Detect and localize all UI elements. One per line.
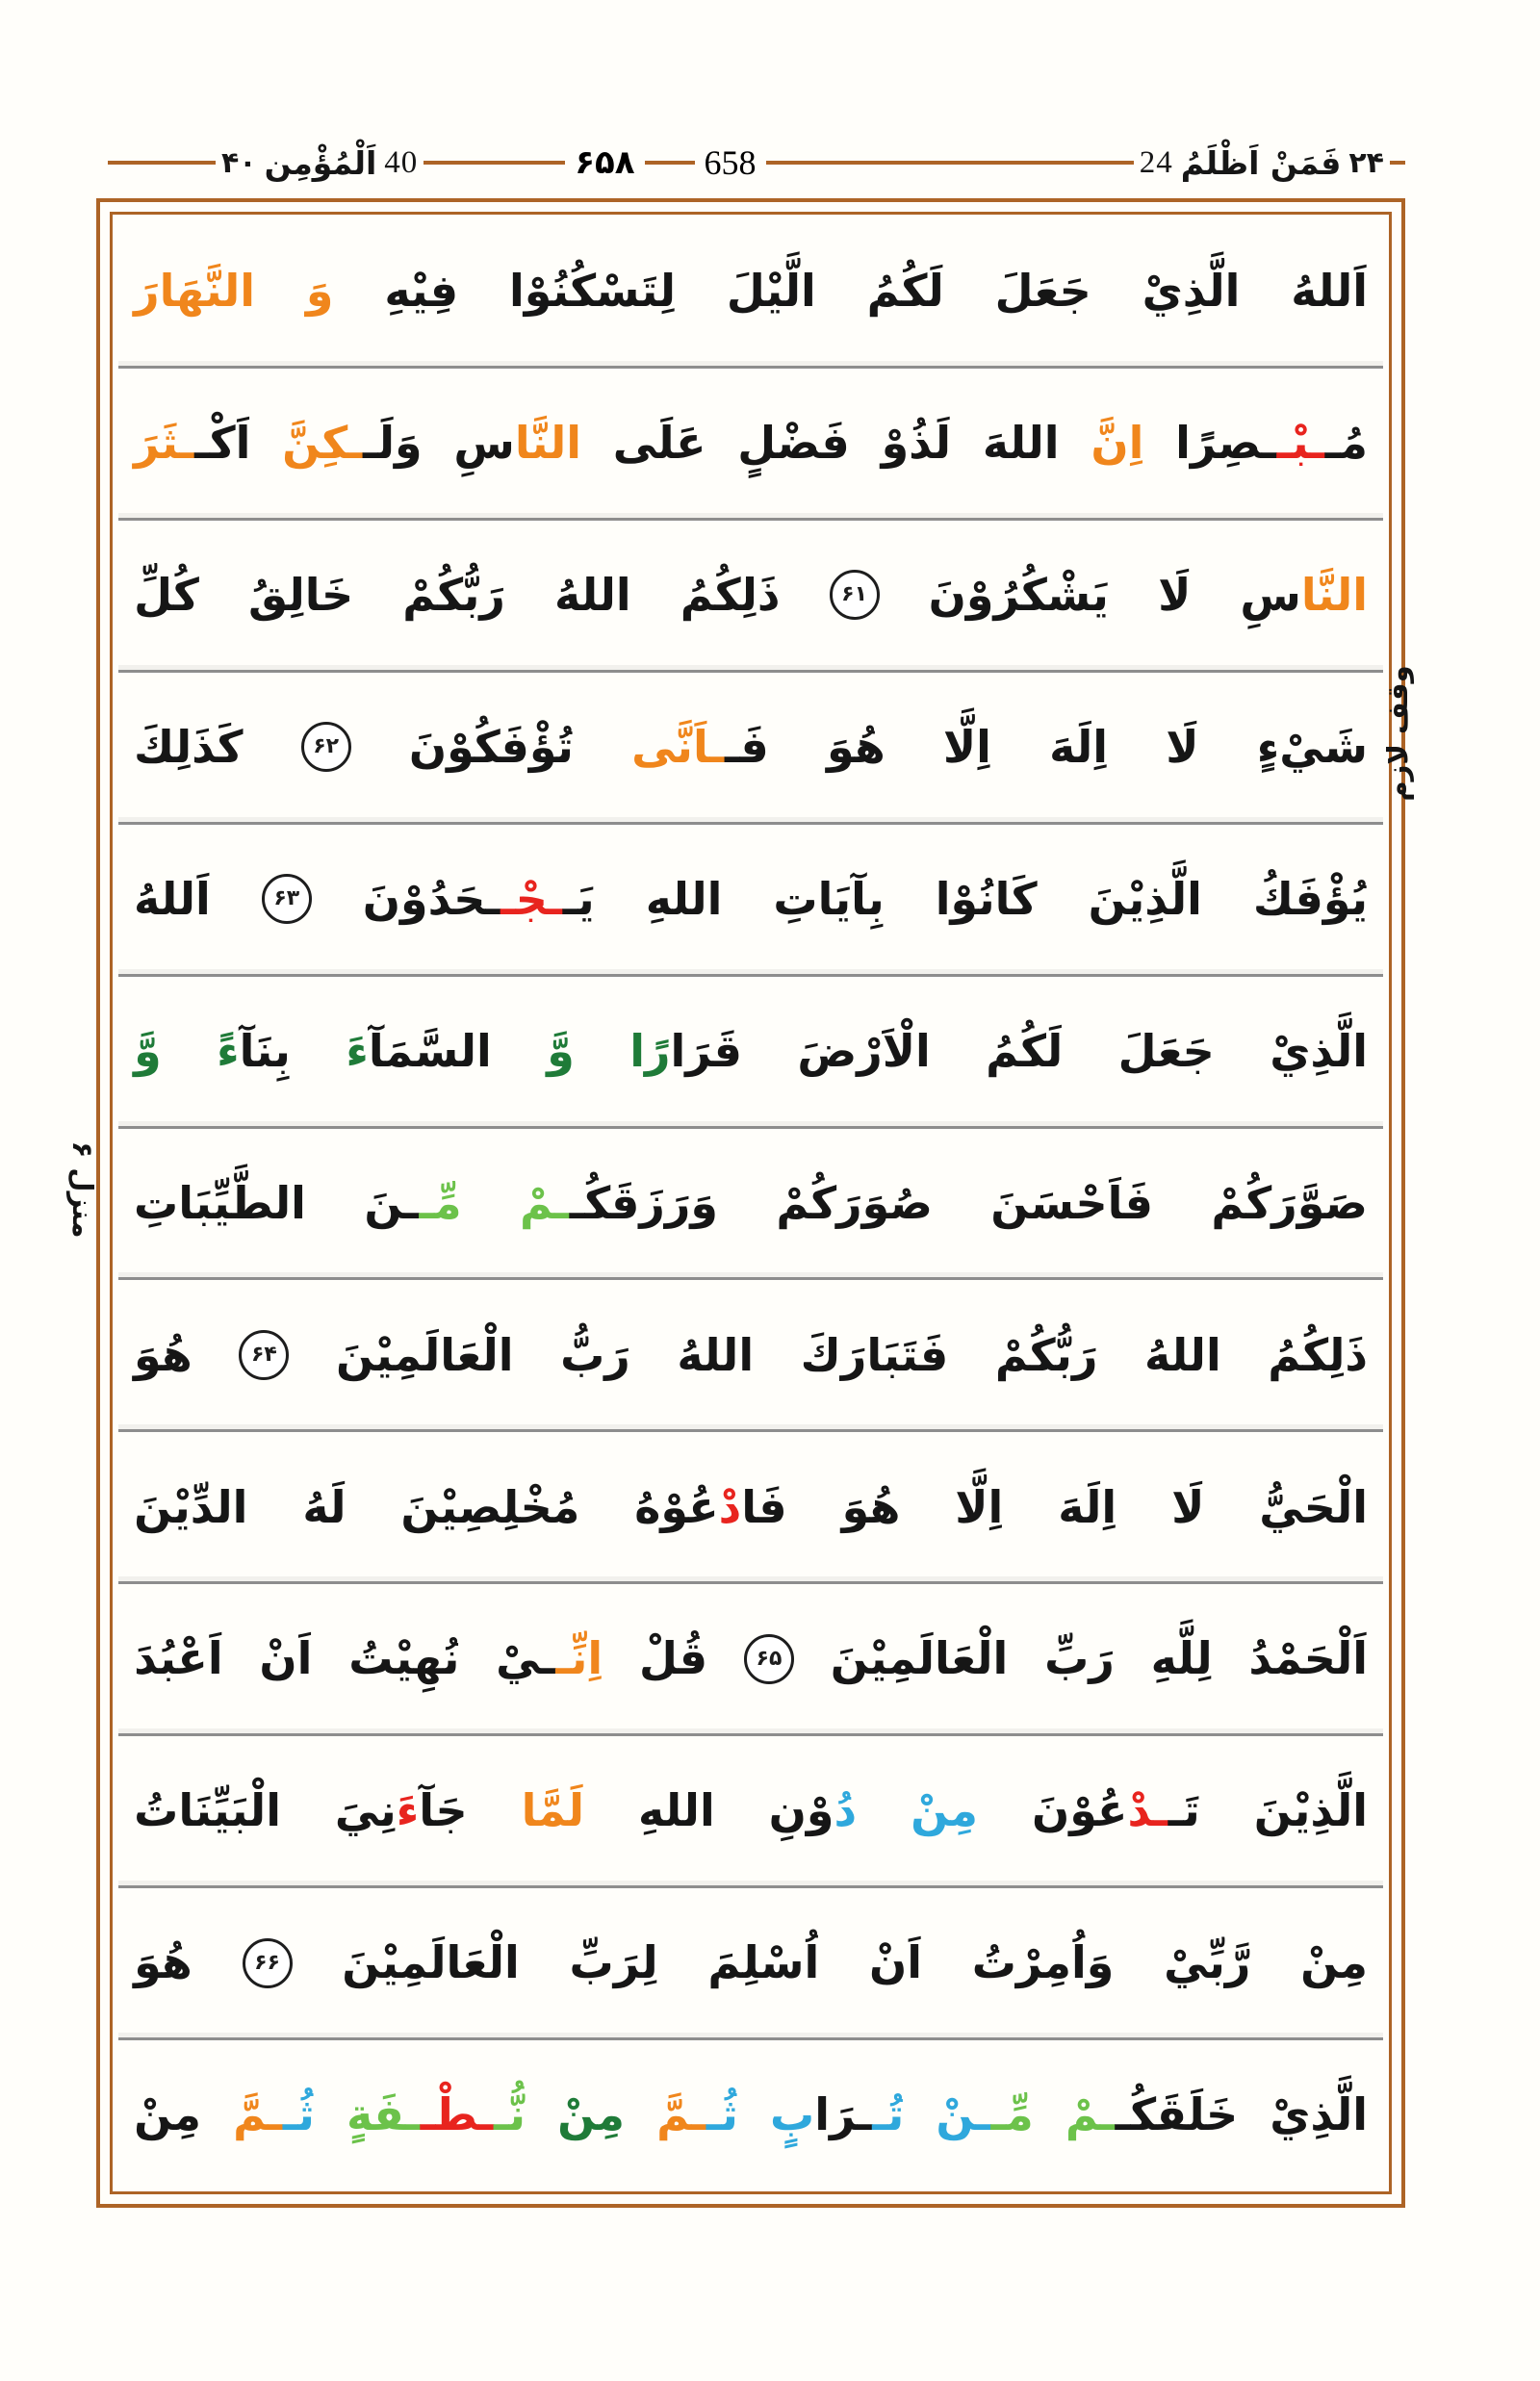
word <box>348 1634 459 1683</box>
quran-line <box>118 1888 1383 2040</box>
text-segment-ink: بِآيَاتِ <box>773 872 885 925</box>
text-segment-ink: يَـ <box>562 872 595 925</box>
quran-line <box>118 825 1383 977</box>
verse-number-badge: ۶۲ <box>301 722 351 772</box>
text-segment-ink: وَرَزَقَكُـ <box>569 1176 718 1229</box>
text-segment-ink: هُوَ <box>841 1480 901 1533</box>
text-segment-ink: الَّذِيْنَ <box>1088 872 1202 925</box>
text-segment-ink: اللهُ <box>1144 1328 1221 1381</box>
quran-line <box>118 1584 1383 1736</box>
word <box>134 267 255 316</box>
text-segment-lgreen: ـمْ <box>1065 2088 1116 2141</box>
text-segment-red: ـبْـ <box>1276 417 1325 470</box>
word <box>134 2090 201 2139</box>
text-segment-ink: جَعَلَ <box>1117 1024 1215 1077</box>
word <box>302 1480 346 1533</box>
text-segment-ink: رَّبِّيْ <box>1164 1936 1251 1989</box>
text-segment-ink: رَبُّكُمْ <box>994 1328 1098 1381</box>
juz-name: فَمَنْ اَظْلَمُ <box>1180 143 1342 182</box>
text-segment-ink: لِلَّهِ <box>1150 1632 1213 1685</box>
verse-number-badge: ۶۵ <box>744 1634 794 1684</box>
text-segment-ink: جَآ <box>419 1784 468 1837</box>
word <box>400 1480 580 1533</box>
text-segment-ink: اَعْبُدَ <box>134 1632 223 1685</box>
text-segment-ink: فَا <box>741 1480 787 1533</box>
text-segment-orange: ـمَّ <box>656 2088 706 2141</box>
text-segment-ink: اللهَ <box>982 417 1060 470</box>
text-segment-ink: اَنْ <box>868 1936 922 1989</box>
word <box>638 1786 715 1835</box>
word <box>1158 571 1191 620</box>
text-segment-ink: عُوْهُ <box>634 1480 719 1533</box>
text-segment-ink: رَبُّ <box>560 1328 630 1381</box>
word <box>259 1634 312 1683</box>
text-segment-ink: رَبِّ <box>1044 1632 1115 1685</box>
word <box>1268 1328 1368 1381</box>
text-segment-ink: لَكُمُ <box>866 265 944 318</box>
text-segment-ink: قَرَا <box>670 1024 742 1077</box>
word <box>335 1786 468 1835</box>
text-segment-red: ـجْـ <box>500 872 563 925</box>
text-segment-blue: بٍ <box>769 2088 815 2141</box>
word <box>1240 571 1368 620</box>
word <box>826 720 886 773</box>
text-segment-ink: عَلَى <box>612 417 706 470</box>
word <box>983 419 1060 468</box>
text-segment-ink: الْعَالَمِيْنَ <box>342 1936 520 1989</box>
quran-line <box>118 1736 1383 1888</box>
text-segment-ink: لَذُوْ <box>881 417 952 470</box>
word <box>936 2090 1033 2139</box>
word <box>1065 2090 1238 2139</box>
word <box>134 419 250 468</box>
word <box>134 1938 192 1987</box>
text-segment-ink: خَالِقُ <box>248 569 354 621</box>
text-segment-ink: صَوَّرَكُمْ <box>1211 1176 1368 1229</box>
word <box>570 1938 658 1987</box>
word <box>1044 1634 1115 1683</box>
text-segment-ink: اَلْحَمْدُ <box>1248 1632 1368 1685</box>
word <box>639 1634 707 1683</box>
text-segment-ink: اللهِ <box>645 872 723 925</box>
surah-number-western: 40 <box>384 144 419 180</box>
word <box>645 872 723 925</box>
word <box>1151 1634 1213 1683</box>
word <box>335 1328 514 1381</box>
word <box>306 267 334 316</box>
text-segment-ink: نِيَ <box>334 1784 397 1837</box>
text-segment-ink: ذَلِكُمُ <box>680 569 781 621</box>
word <box>134 720 244 773</box>
text-segment-ink: قُلْ <box>638 1632 708 1685</box>
header-rule <box>1390 161 1405 165</box>
text-segment-blue: ـنْ <box>936 2088 991 2141</box>
word <box>134 1480 248 1533</box>
text-segment-lgreen: ـمْ <box>520 1176 570 1229</box>
text-segment-orange: لَمَّا <box>521 1784 585 1837</box>
word <box>1166 720 1199 773</box>
text-segment-ink: الَّذِيْنَ <box>1253 1784 1368 1837</box>
text-segment-ink: وَلَـ <box>363 417 423 470</box>
word <box>217 1024 291 1077</box>
word <box>408 720 574 773</box>
text-segment-ink: مِنْ <box>1300 1936 1368 1989</box>
word <box>773 872 885 925</box>
text-segment-ink: فَتَبَارَكَ <box>800 1328 949 1381</box>
text-segment-ink: ـحَدُوْنَ <box>362 872 501 925</box>
word <box>134 571 199 620</box>
text-segment-ink: كَانُوْا <box>935 872 1038 925</box>
text-segment-ink: السَّمَآ <box>368 1024 492 1077</box>
word <box>1256 720 1368 773</box>
word <box>869 1938 922 1987</box>
text-segment-ink: اُسْلِمَ <box>707 1936 820 1989</box>
verse-number-badge: ۶۴ <box>239 1330 289 1380</box>
text-segment-ink: اللهِ <box>638 1784 715 1837</box>
word <box>364 1176 462 1229</box>
text-segment-lgreen: مِّـ <box>990 2088 1034 2141</box>
text-segment-ink: ـنَ <box>364 1176 420 1229</box>
margin-note-waqf-lazim: وقف لازم <box>1381 665 1414 802</box>
margin-note-manzil: منزل ۶ <box>66 1140 99 1239</box>
text-segment-ink: رَبُّكُمْ <box>402 569 505 621</box>
word <box>1254 1786 1368 1835</box>
text-segment-ink: اَكْـ <box>194 417 251 470</box>
text-segment-ink: مِنْ <box>134 2088 201 2141</box>
quran-line <box>118 977 1383 1129</box>
text-segment-ink: لَهُ <box>302 1480 346 1533</box>
word <box>134 1634 223 1683</box>
word <box>453 419 581 468</box>
text-segment-green: وَّ <box>134 1024 162 1077</box>
word <box>560 1328 630 1381</box>
text-segment-lgreen: مِّـ <box>419 1176 462 1229</box>
text-segment-ink: الدِّيْنَ <box>134 1480 248 1533</box>
text-segment-ink: الَّذِيْ <box>1270 2088 1368 2141</box>
text-segment-ink: ـرَا <box>814 2088 873 2141</box>
text-segment-ink: الَّذِيْ <box>1270 1024 1368 1077</box>
text-segment-ink: جَعَلَ <box>994 265 1091 318</box>
word <box>929 571 1109 620</box>
text-segment-ink: اِلَهَ <box>1058 1480 1117 1533</box>
text-segment-ink: شَيْءٍ <box>1256 720 1368 773</box>
header-rule <box>424 161 565 165</box>
word <box>629 1024 742 1077</box>
word <box>995 267 1091 316</box>
verse-number-badge: ۶۱ <box>830 570 880 620</box>
word <box>935 872 1038 925</box>
text-segment-ink: لَا <box>1166 720 1199 773</box>
text-segment-ink: فَاَحْسَنَ <box>990 1176 1154 1229</box>
text-segment-orange: ـمَّ <box>233 2088 283 2141</box>
word <box>942 720 991 773</box>
text-segment-green: ءً <box>217 1024 240 1077</box>
text-segment-green: رًا <box>629 1024 671 1077</box>
word <box>557 2090 625 2139</box>
text-segment-ink: يُؤْفَكُ <box>1252 872 1368 925</box>
outer-frame <box>96 198 1405 2208</box>
text-segment-ink: يَشْكُرُوْنَ <box>928 569 1109 621</box>
text-segment-blue: مِنْ <box>911 1784 978 1837</box>
text-segment-ink: هُوَ <box>826 720 886 773</box>
text-segment-red: دْ <box>718 1480 742 1533</box>
text-segment-ink: اَنْ <box>259 1632 313 1685</box>
word <box>613 419 706 468</box>
word <box>631 720 769 773</box>
text-segment-ink: لِرَبِّ <box>569 1936 658 1989</box>
word <box>680 571 781 620</box>
text-segment-ink: اللهُ <box>677 1328 755 1381</box>
text-segment-ink: بِنَآ <box>239 1024 291 1077</box>
quran-line <box>118 1280 1383 1432</box>
surah-name: اَلْمُؤْمِن <box>264 143 377 182</box>
quran-line <box>118 673 1383 825</box>
text-segment-ink: خَلَقَكُـ <box>1115 2088 1239 2141</box>
text-segment-ink: تَـ <box>1168 1784 1200 1837</box>
text-segment-ink: الَّذِيْ <box>1142 265 1241 318</box>
word <box>800 1328 949 1381</box>
text-segment-ink: هُوَ <box>134 1328 192 1381</box>
word <box>990 1176 1154 1229</box>
quran-line <box>118 521 1383 673</box>
quran-line <box>118 2040 1383 2189</box>
surah-title-group <box>216 144 424 182</box>
text-segment-ink: اِلَّا <box>942 720 991 773</box>
text-segment-ink: لَكُمُ <box>986 1024 1064 1077</box>
text-segment-ink: فِيْهِ <box>384 265 459 318</box>
text-segment-ink: سِ <box>453 417 515 470</box>
word <box>1270 1024 1368 1077</box>
word <box>1049 720 1109 773</box>
quran-line <box>118 1432 1383 1584</box>
text-segment-ink: الَّيْلَ <box>726 265 816 318</box>
text-segment-ink: كَذَلِكَ <box>134 720 244 773</box>
text-segment-ink: عُوْنَ <box>1031 1784 1128 1837</box>
word <box>1252 872 1368 925</box>
word <box>797 1024 931 1077</box>
word <box>911 1786 978 1835</box>
word <box>233 2090 315 2139</box>
word <box>994 1328 1098 1381</box>
text-segment-red: ـدْ <box>1127 1784 1168 1837</box>
word <box>134 1024 162 1077</box>
text-segment-ink: هُوَ <box>134 1936 192 1989</box>
text-segment-ink: الْعَالَمِيْنَ <box>830 1632 1009 1685</box>
word <box>634 1480 787 1533</box>
word <box>1171 1480 1205 1533</box>
word <box>1259 1480 1368 1533</box>
text-segment-orange: النَّا <box>514 417 581 470</box>
text-segment-ink: اِلَهَ <box>1049 720 1109 773</box>
word <box>1270 2090 1368 2139</box>
text-segment-ink: فَـ <box>724 720 769 773</box>
text-segment-ink: الْاَرْضَ <box>797 1024 931 1077</box>
word <box>1032 1786 1200 1835</box>
word <box>727 267 816 316</box>
word <box>1164 1938 1250 1987</box>
word <box>677 1328 755 1381</box>
word <box>986 1024 1064 1077</box>
juz-title-group <box>1134 144 1390 182</box>
text-segment-ink: ـيْ <box>496 1632 556 1685</box>
word <box>1088 872 1202 925</box>
word <box>362 872 595 925</box>
word <box>882 419 951 468</box>
text-segment-ink: الطَّيِّبَاتِ <box>134 1176 306 1229</box>
text-segment-ink: صُوَرَكُمْ <box>776 1176 933 1229</box>
word <box>831 1634 1009 1683</box>
text-segment-blue: دُ <box>834 1784 858 1837</box>
word <box>1175 419 1368 468</box>
verse-number-badge: ۶۶ <box>243 1938 293 1988</box>
text-segment-ink: اَللهُ <box>134 872 211 925</box>
page-number-western: 658 <box>704 143 757 182</box>
text-segment-orange: ـثَرَ <box>134 417 195 470</box>
text-segment-ink: الْعَالَمِيْنَ <box>335 1328 514 1381</box>
header-rule <box>645 161 695 165</box>
juz-number-eastern: ۲۴ <box>1348 145 1384 180</box>
text-segment-orange: النَّا <box>1300 569 1368 621</box>
header-rule <box>766 161 1134 165</box>
word <box>402 571 505 620</box>
text-segment-orange: ـاَنَّى <box>631 720 725 773</box>
text-segment-orange: ـكِنَّ <box>282 417 364 470</box>
text-segment-orange: النَّهَارَ <box>134 265 256 318</box>
word <box>1058 1480 1117 1533</box>
text-segment-blue: ثُـ <box>282 2088 315 2141</box>
word <box>346 2090 526 2139</box>
word <box>1291 267 1368 316</box>
quran-line <box>118 369 1383 521</box>
word <box>955 1480 1004 1533</box>
word <box>1091 419 1143 468</box>
text-segment-orange: وَ <box>305 265 334 318</box>
word <box>769 1786 857 1835</box>
page-number-eastern: ۶۵۸ <box>575 143 635 182</box>
header-rule <box>108 161 216 165</box>
word <box>770 2090 904 2139</box>
word <box>496 1634 603 1683</box>
text-segment-blue: تُـ <box>872 2088 905 2141</box>
text-segment-ink: وَاُمِرْتُ <box>971 1936 1115 1989</box>
word <box>384 267 458 316</box>
word <box>248 571 353 620</box>
word <box>1117 1024 1215 1077</box>
quran-line <box>118 1129 1383 1281</box>
text-segment-ink: مُـ <box>1324 417 1368 470</box>
text-segment-lgreen: نُّـ <box>493 2088 526 2141</box>
text-segment-orange: اِنَّ <box>1091 417 1144 470</box>
word <box>134 872 211 925</box>
word <box>134 1328 192 1381</box>
word <box>509 267 676 316</box>
text-segment-green: ءَ <box>346 1024 369 1077</box>
text-segment-red: ـطْـ <box>420 2088 494 2141</box>
word <box>972 1938 1115 1987</box>
word <box>134 1786 281 1835</box>
text-segment-ink: لِتَسْكُنُوْا <box>509 265 677 318</box>
word <box>1144 1328 1221 1381</box>
word <box>707 1938 819 1987</box>
word <box>1142 267 1241 316</box>
word <box>134 1176 306 1229</box>
word <box>867 267 944 316</box>
text-segment-ink: اَللهُ <box>1291 265 1368 318</box>
text-segment-green: وَّ <box>547 1024 575 1077</box>
word <box>554 571 631 620</box>
word <box>1300 1938 1368 1987</box>
text-segment-ink: ذَلِكُمُ <box>1268 1328 1368 1381</box>
text-segment-ink: نُهِيْتُ <box>348 1632 460 1685</box>
word <box>841 1480 901 1533</box>
verse-number-badge: ۶۳ <box>262 874 312 924</box>
word <box>346 1024 492 1077</box>
text-segment-ink: الْبَيِّنَاتُ <box>134 1784 281 1837</box>
text-segment-ink: اللهُ <box>553 569 631 621</box>
word <box>522 1786 584 1835</box>
text-frame <box>110 212 1392 2194</box>
text-segment-ink: فَضْلٍ <box>737 417 850 470</box>
word <box>342 1938 520 1987</box>
word <box>776 1176 933 1229</box>
text-segment-ink: وْنِ <box>768 1784 834 1837</box>
word <box>520 1176 718 1229</box>
text-segment-ink: لَا <box>1171 1480 1205 1533</box>
text-segment-ink: اِلَّا <box>955 1480 1004 1533</box>
text-segment-ink: ـصِرًا <box>1175 417 1277 470</box>
page-header <box>108 131 1405 194</box>
text-segment-green: مِنْ <box>557 2088 625 2141</box>
text-segment-blue: ثُـ <box>706 2088 738 2141</box>
juz-number-western: 24 <box>1139 144 1173 180</box>
text-segment-red: ءَ <box>396 1784 420 1837</box>
word <box>737 419 850 468</box>
word <box>656 2090 738 2139</box>
text-segment-orange: اِنِّـ <box>555 1632 603 1685</box>
text-segment-ink: تُؤْفَكُوْنَ <box>408 720 574 773</box>
word <box>1248 1634 1368 1683</box>
word <box>1211 1176 1368 1229</box>
text-segment-ink: كُلِّ <box>134 569 199 621</box>
quran-line <box>118 217 1383 369</box>
text-segment-ink: سِ <box>1240 569 1301 621</box>
surah-number-eastern: ۴۰ <box>221 145 257 180</box>
text-segment-ink: لَا <box>1158 569 1192 621</box>
word <box>282 419 422 468</box>
text-segment-ink: الْحَيُّ <box>1259 1480 1368 1533</box>
word <box>547 1024 575 1077</box>
text-segment-lgreen: ـفَةٍ <box>346 2088 421 2141</box>
text-segment-ink: مُخْلِصِيْنَ <box>400 1480 580 1533</box>
